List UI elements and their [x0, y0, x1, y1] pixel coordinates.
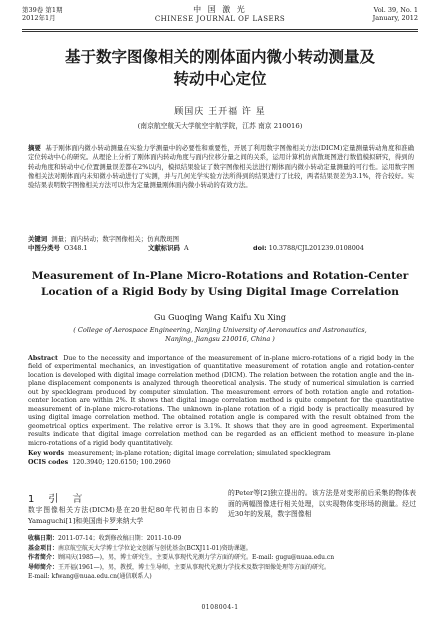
abstract-en	[28, 355, 414, 448]
footnote-advisor	[28, 563, 416, 573]
keywords-en-block	[28, 450, 414, 467]
header-rule	[22, 29, 418, 30]
section-title: 引言	[48, 494, 97, 505]
running-header	[22, 6, 418, 28]
footnote-author	[28, 553, 416, 563]
ocis-label: OCIS codes	[28, 458, 69, 466]
doi	[253, 244, 364, 253]
body-right-column	[228, 488, 416, 520]
keywords-cn: 测量；面内转动；数字图像相关；仿真散斑图	[51, 235, 180, 243]
title-en	[22, 268, 418, 300]
author-label: 作者简介：	[28, 554, 59, 562]
journal-name-cn: 中 国 激 光	[193, 5, 247, 14]
classification-row	[28, 244, 414, 253]
doi-label: doi:	[253, 244, 267, 252]
affiliation-en-line1: ( College of Aerospace Engineering, Nanjing University of Aeronautics and Astronautics,	[73, 326, 367, 334]
advisor-label: 导师简介：	[28, 563, 59, 571]
title-cn-line2: 转动中心定位	[173, 70, 267, 88]
ocis-row	[28, 459, 414, 468]
footnotes	[28, 534, 416, 582]
received-text: 2011-07-14；收到修改稿日期：2011-10-09	[58, 535, 182, 542]
title-cn	[22, 46, 418, 90]
doc-label: 文献标识码	[148, 244, 180, 252]
keywords-en-label: Key words	[28, 450, 65, 457]
date-en: January, 2012	[372, 14, 418, 22]
affiliation-en	[22, 326, 418, 344]
title-cn-line1: 基于数字图像相关的刚体面内微小转动测量及	[64, 48, 375, 66]
keywords-cn-row	[28, 235, 414, 244]
authors-cn: 顾国庆 王开福 许 星	[174, 107, 266, 117]
section-heading	[28, 490, 96, 505]
affiliation-en-line2: Nanjing, Jiangsu 210016, China )	[165, 335, 275, 343]
title-en-line2: Location of a Rigid Body by Using Digital Image Correlation	[41, 286, 399, 298]
volume-en: Vol. 39, No. 1	[373, 6, 418, 14]
keywords-en-row	[28, 450, 414, 459]
header-right	[373, 6, 418, 22]
footnote-rule	[28, 529, 118, 530]
meta-cn	[28, 235, 414, 253]
page-number: 0108004-1	[201, 604, 239, 611]
abstract-cn-label: 摘要	[28, 144, 42, 152]
abstract-cn-text: 基于刚体面内微小转动测量在实验力学测量中的必要性和重要性，开展了利用数字图像相关方法(DICM)定量测量转动角度和准确定位转动中心的研究。从理论上分析了刚体面内转动角度与面内位移分量之间的关系，运用计算机仿真散斑图进行数值模拟研究，得到的转动角度和转动中心位置测量误差都在2%以内，模拟结果验证了数字图像相关法进行刚体面内微小转动定量测量的可行性。运用数字图像相关法对刚体面内未知微小转动进行了实测，并与几何光学实验方法所得到的结果进行了比较，两者结果误差为3.1%，符合较好。实验结果表明数字图像相关方法可以作为定量测量刚体面内微小转动的有效方法。	[28, 144, 414, 190]
clc-label: 中图分类号	[28, 244, 60, 252]
keywords-cn-label: 关键词	[28, 235, 48, 243]
ocis-codes: 120.3940; 120.6150; 100.2960	[72, 458, 171, 466]
doc-code	[148, 244, 189, 253]
doc-value: A	[184, 244, 189, 252]
doi-value: 10.3788/CJL201239.0108004	[268, 244, 364, 252]
header-rule-thin	[22, 31, 418, 32]
footnote-fund	[28, 544, 416, 554]
keywords-en: measurement; in-plane rotation; digital image correlation; simulated specklegram	[68, 450, 331, 457]
footnote-received	[28, 534, 416, 544]
advisor-text: 王开福(1961—)，男，教授，博士生导师，主要从事现代光测力学技术及数字图像处理等方面的研究。	[58, 563, 330, 571]
section-number: 1	[28, 494, 49, 505]
body-left-column	[28, 505, 218, 526]
received-label: 收稿日期：	[28, 535, 59, 542]
abstract-en-text: Due to the necessity and importance of the measurement of in-plane micro-rotations of a rigid body in the field of experimental mechanics, an investigation of quantitative measurement of rotation angle and rotation-center location is developed with digital image correlation method (DICM). The relation between the rotation angle and the in-plane displacement components is analyzed through theoretical analysis. The study of numerical simulation is carried out by specklegram produced by computer simulation. The measurement errors of both rotation angle and rotation-center location are within 2%. It shows that digital image correlation method is quite competent for the quantitative measurement of in-plane micro-rotations. The unknown in-plane rotation of a rigid body is practically measured by using digital image correlation method. The obtained rotation angle is compared with the result obtained from the geometrical optics experiment. The relative error is 3.1%. It shows that they are in good agreement. Experimental results indicate that digital image correlation method can be regarded as an efficient method to measure in-plane micro-rotations of a rigid body quantitatively.	[28, 355, 414, 447]
journal-name-en: CHINESE JOURNAL OF LASERS	[154, 15, 286, 23]
fund-text: 南京航空航天大学博士学位论文创新与创优基金(BCXJ11-01)资助课题。	[58, 544, 252, 552]
clc-value: O348.1	[64, 244, 88, 252]
title-en-line1: Measurement of In-Plane Micro-Rotations and Rotation-Center	[31, 270, 409, 282]
abstract-cn	[28, 144, 414, 190]
fund-label: 基金项目：	[28, 544, 59, 552]
date-cn: 2012年1月	[22, 14, 56, 22]
volume-issue: 第39卷 第1期	[22, 6, 63, 14]
abstract-en-label: Abstract	[28, 355, 58, 362]
footnote-email: E-mail: kfwang@nuaa.edu.cn(通信联系人)	[28, 573, 152, 581]
body-left-text: 数字图像相关方法(DICM)是在20世纪80年代初由日本的Yamaguchi[1]和美国南卡罗来纳大学	[28, 506, 218, 525]
author-text: 顾国庆(1985—)，男，博士研究生，主要从事现代光测力学方面的研究。E-mail: gugu@nuaa.edu.cn	[58, 554, 335, 562]
affiliation-cn: (南京航空航天大学航空宇航学院，江苏 南京 210016)	[137, 122, 303, 130]
authors-en: Gu Guoqing Wang Kaifu Xu Xing	[154, 313, 286, 322]
body-right-text: 的Peter等[2]独立提出的。该方法是对变形前后采集的物体表面的两幅图像进行相关处理，以实现物体变形场的测量。经过近30年的发展，数字图像相	[228, 489, 416, 518]
